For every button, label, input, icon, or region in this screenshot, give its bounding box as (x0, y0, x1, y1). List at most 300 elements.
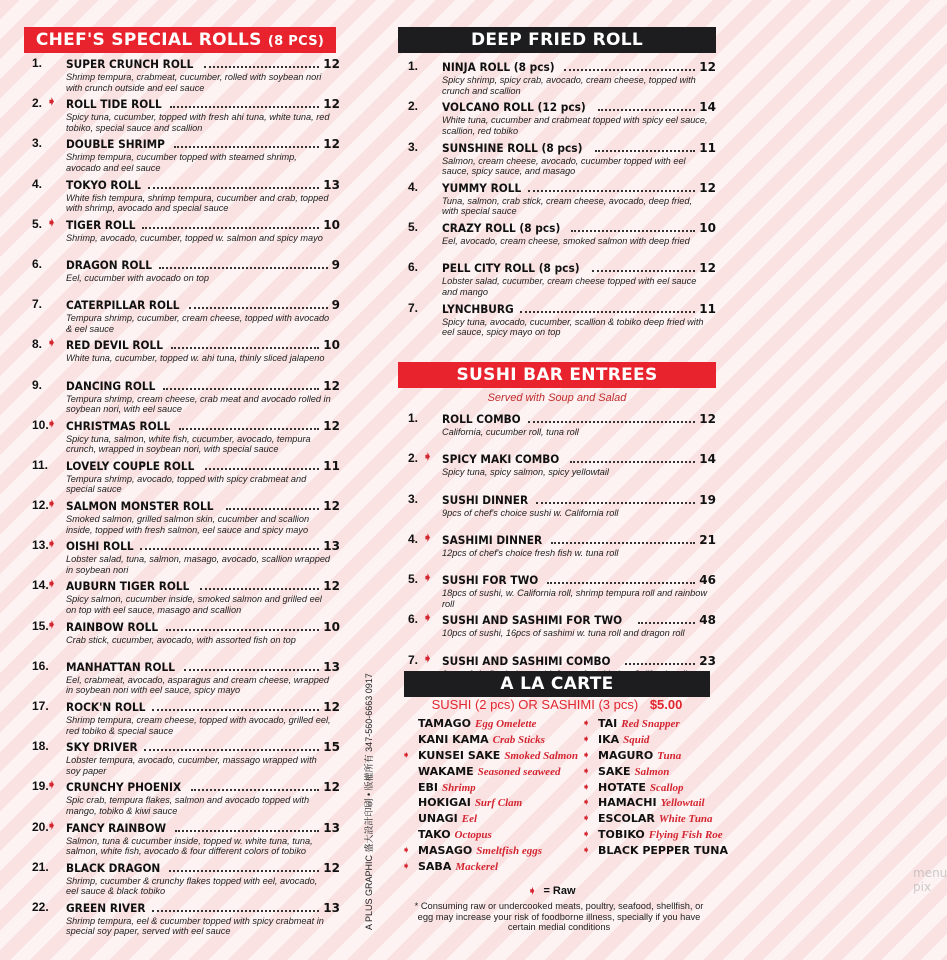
item-line (442, 492, 716, 507)
dot-leader (205, 468, 319, 470)
item-line (66, 136, 340, 151)
item-description: Shrimp tempura, eel & cucumber topped with spicy crabmeat in special soy paper, served with eel sauce (66, 915, 324, 937)
a-la-carte-item (418, 811, 578, 827)
item-price: 10 (323, 338, 340, 353)
a-la-carte-translation: Octopus (454, 829, 492, 842)
a-la-carte-name: TAMAGO (418, 717, 472, 730)
menu-item (22, 136, 340, 176)
item-price: 10 (323, 619, 340, 634)
item-description: Salmon, tuna & cucumber inside, topped w. white tuna, tuna, salmon, white fish, avocado & four different colors of tobiko (66, 835, 313, 857)
dot-leader (564, 69, 695, 71)
item-name: CATERPILLAR ROLL (66, 298, 180, 313)
item-line (442, 180, 716, 195)
item-number: 5. (32, 216, 43, 231)
item-description: Shrimp tempura, cucumber topped with steamed shrimp, avocado and eel sauce (66, 152, 297, 173)
item-price: 12 (323, 700, 340, 714)
item-price: 46 (699, 573, 716, 588)
item-description: 10pcs of sushi, 16pcs of sashimi w. tuna roll and dragon roll (442, 628, 685, 639)
deep-fried-list (398, 59, 716, 341)
menu-item (22, 820, 340, 860)
item-description: Shrimp tempura, cream cheese, topped with avocado, grilled eel, red tobiko & special sauce (66, 715, 331, 736)
item-price: 12 (323, 579, 340, 594)
a-la-carte-name: UNAGI (418, 812, 458, 826)
a-la-carte-item (582, 795, 728, 811)
item-price: 12 (323, 780, 340, 795)
a-la-carte-item (582, 811, 728, 827)
item-number: 2. (32, 96, 43, 111)
item-number: 1. (32, 56, 43, 70)
sushi-bar-header (398, 362, 716, 388)
dot-leader (189, 307, 327, 309)
menu-item (398, 612, 716, 652)
item-line (66, 860, 340, 875)
chefs-special-title: CHEF'S SPECIAL ROLLS (35, 30, 262, 50)
item-price: 21 (699, 532, 716, 547)
raw-legend-text: = Raw (543, 885, 576, 897)
item-line (442, 59, 716, 74)
a-la-carte-item (582, 716, 728, 732)
a-la-carte-item (402, 843, 578, 859)
a-la-carte-translation: Red Snapper (621, 718, 680, 730)
menu-item (22, 458, 340, 498)
item-line (66, 619, 340, 634)
item-line (66, 297, 340, 312)
dot-leader (625, 663, 695, 665)
item-number: 11. (32, 457, 49, 472)
item-name: ROLL TIDE ROLL (66, 97, 162, 112)
item-number: 4. (32, 176, 43, 191)
item-line (66, 337, 340, 352)
item-price: 13 (323, 820, 340, 835)
dot-leader (163, 388, 319, 390)
a-la-carte-subtitle (398, 697, 716, 712)
a-la-carte-name: MAGURO (598, 748, 654, 762)
item-number: 14. (32, 578, 49, 593)
menu-item (22, 739, 340, 779)
item-price: 12 (323, 137, 340, 152)
raw-marker-icon: ➧ (47, 96, 57, 109)
dot-leader (638, 622, 696, 624)
item-description: White tuna, cucumber and crabmeat topped with spicy eel sauce, scallion, red tobiko (442, 115, 708, 136)
item-number: 7. (408, 300, 419, 315)
raw-marker-icon: ➧ (47, 578, 57, 591)
a-la-carte-translation: Mackerel (455, 861, 499, 874)
a-la-carte-translation: Shrimp (442, 781, 476, 794)
item-line (66, 900, 340, 915)
item-description: Spicy tuna, cucumber, topped with fresh ahi tuna, white tuna, red tobiko, special sauce and scallion (66, 112, 330, 133)
raw-marker-icon: ➧ (47, 216, 57, 229)
menu-item (22, 257, 340, 297)
chefs-special-header (24, 27, 336, 53)
item-line (66, 578, 340, 593)
raw-marker-icon: ➧ (582, 845, 591, 857)
item-description: Tempura shrimp, cream cheese, crab meat and avocado rolled in soybean nori, with eel sauce (66, 393, 331, 414)
a-la-carte-translation: Squid (623, 733, 650, 746)
item-price: 12 (323, 499, 340, 514)
menu-item (398, 301, 716, 341)
item-line (442, 572, 716, 587)
raw-marker-icon: ➧ (423, 572, 433, 585)
item-price: 23 (699, 653, 716, 668)
menu-item (398, 492, 716, 532)
item-description: Spicy tuna, spicy salmon, spicy yellowtail (442, 467, 609, 478)
a-la-carte-translation: Smoked Salmon (504, 749, 578, 762)
item-description: Eel, avocado, cream cheese, smoked salmon with deep fried (442, 236, 690, 247)
item-name: SUSHI AND SASHIMI FOR TWO (442, 613, 623, 628)
item-name: MANHATTAN ROLL (66, 659, 176, 674)
dot-leader (571, 230, 696, 232)
item-price: 12 (699, 261, 716, 276)
item-number: 5. (408, 572, 419, 587)
deep-fried-title: DEEP FRIED ROLL (470, 30, 644, 50)
item-price: 13 (323, 900, 340, 915)
a-la-carte-translation: Flying Fish Roe (648, 829, 723, 842)
raw-marker-icon: ➧ (47, 618, 57, 631)
item-price: 12 (699, 180, 716, 195)
item-number: 4. (408, 179, 419, 194)
a-la-carte-translation: Scallop (649, 781, 684, 794)
a-la-carte-name: EBI (418, 780, 438, 794)
menu-item (22, 418, 340, 458)
item-description: Salmon, cream cheese, avocado, cucumber topped with eel sauce, spicy sauce, and masago (442, 155, 686, 177)
dot-leader (142, 227, 320, 229)
item-price: 14 (699, 100, 716, 115)
menu-item (22, 779, 340, 819)
raw-marker-icon: ➧ (47, 779, 57, 792)
item-price: 12 (323, 418, 340, 433)
a-la-carte-name: MASAGO (418, 844, 473, 858)
menu-item (398, 59, 716, 99)
dot-leader (152, 709, 319, 711)
deep-fried-header (398, 27, 716, 53)
item-description: Shrimp tempura, crabmeat, cucumber, rolled with soybean nori with crunch outside and eel sauce (66, 72, 322, 93)
raw-marker-icon: ➧ (402, 749, 411, 761)
a-la-carte-name: HAMACHI (598, 796, 657, 810)
a-la-carte-name: SAKE (598, 764, 631, 778)
menu-item (22, 900, 340, 940)
item-number: 2. (408, 451, 419, 466)
menu-item (398, 411, 716, 451)
item-description: Tempura shrimp, cucumber, cream cheese, topped with avocado & eel sauce (66, 313, 330, 334)
a-la-carte-item (582, 780, 728, 796)
item-description: Crab stick, cucumber, avocado, with assorted fish on top (66, 634, 296, 645)
a-la-carte-name: IKA (598, 732, 620, 746)
item-name: NINJA ROLL (8 pcs) (442, 60, 555, 74)
raw-marker-icon: ➧ (423, 612, 433, 625)
item-name: YUMMY ROLL (442, 180, 522, 195)
item-number: 4. (408, 531, 419, 546)
item-line (442, 451, 716, 466)
item-line (66, 378, 340, 393)
raw-marker-icon: ➧ (47, 417, 57, 430)
a-la-carte-item (402, 859, 578, 875)
dot-leader (140, 548, 320, 550)
menu-item (22, 498, 340, 538)
dot-leader (547, 582, 696, 584)
item-number: 21. (32, 859, 49, 874)
item-name: ROCK'N ROLL (66, 700, 146, 714)
a-la-carte-translation: Tuna (657, 749, 682, 762)
raw-marker-icon: ➧ (47, 819, 57, 832)
dot-leader (570, 461, 696, 463)
item-name: VOLCANO ROLL (12 pcs) (442, 100, 586, 115)
item-price: 12 (323, 378, 340, 393)
item-description: Spic crab, tempura flakes, salmon and avocado topped with mango, tobiko & kiwi sauce (66, 795, 310, 816)
item-line (66, 699, 340, 714)
item-number: 13. (32, 538, 49, 553)
item-number: 17. (32, 699, 49, 713)
raw-marker-icon: ➧ (582, 797, 591, 809)
a-la-carte-translation: Egg Omelette (475, 718, 537, 730)
item-description: Eel, cucumber with avocado on top (66, 272, 209, 283)
item-name: SASHIMI DINNER (442, 532, 543, 547)
a-la-carte-price: $5.00 (649, 697, 683, 712)
menu-item (398, 532, 716, 572)
item-line (66, 820, 340, 835)
item-description: Smoked salmon, grilled salmon skin, cucumber and scallion inside, topped with fresh salmon, eel sauce and spicy mayo (66, 514, 310, 535)
item-name: GREEN RIVER (66, 900, 146, 915)
raw-marker-icon: ➧ (582, 765, 591, 777)
dot-leader (169, 870, 320, 872)
item-name: LYNCHBURG (442, 301, 514, 316)
item-number: 19. (32, 779, 49, 794)
item-price: 9 (331, 257, 340, 272)
a-la-carte-item (582, 748, 728, 764)
dot-leader (166, 629, 319, 631)
item-name: SUNSHINE ROLL (8 pcs) (442, 140, 583, 155)
item-description: Shrimp, avocado, cucumber, topped w. salmon and spicy mayo (66, 232, 323, 243)
item-name: DOUBLE SHRIMP (66, 137, 165, 152)
menu-item (398, 572, 716, 612)
item-number: 5. (408, 220, 419, 235)
a-la-carte-right-list (582, 716, 729, 859)
dot-leader (226, 508, 319, 510)
item-description: Shrimp, cucumber & crunchy flakes topped with eel, avocado, eel sauce & black tobiko (66, 875, 318, 897)
a-la-carte-name: KUNSEI SAKE (418, 748, 501, 762)
item-description: California, cucumber roll, tuna roll (442, 427, 579, 437)
a-la-carte-item (418, 732, 578, 748)
menu-item (22, 538, 340, 578)
item-name: TOKYO ROLL (66, 177, 142, 192)
item-name: ROLL COMBO (442, 412, 521, 426)
item-number: 3. (408, 491, 419, 506)
item-description: Spicy shrimp, spicy crab, avocado, cream cheese, topped with crunch and scallion (442, 75, 696, 96)
a-la-carte-item (582, 732, 728, 748)
item-number: 15. (32, 618, 49, 633)
menu-item (22, 378, 340, 418)
sushi-bar-subtitle: Served with Soup and Salad (487, 392, 627, 404)
disclaimer: * Consuming raw or undercooked meats, poultry, seafood, shellfish, or egg may increase your risk of foodborne illness, specially if you have certain medial conditions (414, 901, 704, 932)
item-price: 48 (699, 613, 716, 628)
item-line (442, 653, 716, 668)
item-line (442, 99, 716, 114)
item-price: 9 (331, 298, 340, 313)
a-la-carte-item (582, 764, 728, 780)
item-name: SUPER CRUNCH ROLL (66, 57, 194, 71)
item-line (442, 411, 716, 426)
dot-leader (170, 106, 319, 108)
item-name: SUSHI FOR TWO (442, 573, 539, 588)
item-description: Tempura shrimp, avocado, topped with spicy crabmeat and special sauce (66, 473, 307, 495)
item-line (66, 739, 340, 754)
dot-leader (148, 187, 320, 189)
item-description: Spicy salmon, cucumber inside, smoked salmon and grilled eel on top with eel sauce, masago and scallion (66, 594, 322, 615)
item-line (66, 257, 340, 272)
item-price: 12 (699, 412, 716, 426)
item-description: 12pcs of chef's choice fresh fish w. tuna roll (442, 547, 619, 558)
a-la-carte-name: TAKO (418, 828, 451, 842)
item-name: SUSHI DINNER (442, 492, 529, 507)
sushi-bar-title: SUSHI BAR ENTREES (456, 365, 658, 385)
a-la-carte-item (418, 716, 578, 732)
item-number: 3. (408, 139, 419, 154)
item-line (442, 612, 716, 627)
item-number: 22. (32, 899, 49, 914)
item-name: CRAZY ROLL (8 pcs) (442, 221, 561, 236)
item-description: Lobster salad, tuna, salmon, masago, avocado, scallion wrapped in soybean nori (66, 554, 331, 575)
a-la-carte-item (418, 827, 578, 843)
item-name: OISHI ROLL (66, 539, 134, 554)
a-la-carte-name: BLACK PEPPER TUNA (598, 844, 729, 858)
item-price: 12 (323, 57, 340, 71)
a-la-carte-name: HOTATE (598, 780, 646, 794)
menu-item (398, 180, 716, 220)
menu-item (22, 578, 340, 618)
dot-leader (598, 109, 695, 111)
dot-leader (528, 421, 696, 423)
menu-item (22, 659, 340, 699)
item-name: DRAGON ROLL (66, 257, 152, 272)
dot-leader (204, 66, 319, 68)
menu-item (398, 220, 716, 260)
dot-leader (551, 542, 695, 544)
a-la-carte-name: TOBIKO (598, 828, 645, 842)
a-la-carte-name: HOKIGAI (418, 796, 471, 810)
raw-marker-icon: ➧ (582, 781, 591, 793)
item-price: 15 (323, 740, 340, 755)
raw-marker-icon: ➧ (423, 451, 433, 464)
item-price: 14 (699, 452, 716, 467)
raw-marker-icon: ➧ (423, 531, 433, 544)
item-number: 10. (32, 417, 49, 432)
raw-marker-icon: ➧ (47, 538, 57, 551)
item-price: 13 (323, 539, 340, 554)
item-number: 7. (32, 297, 43, 312)
item-name: BLACK DRAGON (66, 860, 161, 875)
watermark: menu pix (913, 866, 947, 894)
a-la-carte-name: KANI KAMA (418, 732, 489, 746)
raw-marker-icon: ➧ (582, 829, 591, 841)
item-number: 16. (32, 658, 49, 673)
raw-marker-icon: ➧ (528, 886, 537, 897)
a-la-carte-header (404, 671, 710, 697)
item-line (66, 177, 340, 192)
item-line (66, 779, 340, 794)
a-la-carte-title: A LA CARTE (500, 674, 614, 694)
raw-marker-icon: ➧ (582, 813, 591, 825)
item-number: 6. (32, 256, 43, 271)
item-line (66, 498, 340, 513)
menu-item (22, 619, 340, 659)
raw-marker-icon: ➧ (402, 861, 411, 873)
item-description: 9pcs of chef's choice sushi w. California roll (442, 507, 619, 518)
dot-leader (536, 502, 696, 504)
item-number: 12. (32, 498, 49, 513)
item-description: Spicy tuna, avocado, cucumber, scallion & tobiko deep fried with eel sauce, spicy mayo on top (442, 316, 704, 338)
item-name: DANCING ROLL (66, 378, 156, 393)
raw-marker-icon: ➧ (402, 845, 411, 857)
a-la-carte-translation: Surf Clam (474, 797, 523, 810)
item-line (442, 220, 716, 235)
item-name: SALMON MONSTER ROLL (66, 499, 214, 514)
a-la-carte-item (418, 780, 578, 796)
item-name: SKY DRIVER (66, 740, 138, 755)
a-la-carte-translation: Smeltfish eggs (476, 845, 542, 858)
menu-item (398, 260, 716, 300)
item-number: 7. (408, 652, 419, 667)
item-number: 6. (408, 612, 419, 627)
dot-leader (528, 190, 695, 192)
chefs-special-list (22, 56, 340, 940)
raw-legend (528, 885, 576, 897)
a-la-carte-subtitle-text: SUSHI (2 pcs) OR SASHIMI (3 pcs) (431, 697, 639, 712)
item-description: White fish tempura, shrimp tempura, cucumber and crab, topped with shrimp, avocado and special sauce (66, 192, 329, 214)
dot-leader (184, 669, 319, 671)
item-price: 19 (699, 492, 716, 507)
item-price: 12 (323, 860, 340, 875)
dot-leader (592, 270, 696, 272)
menu-item (22, 217, 340, 257)
item-line (66, 56, 340, 71)
item-number: 6. (408, 260, 419, 275)
printer-credit: A PLUS GRAPHIC 盛大設計印刷 • 版權所有 347-560-6663 0917 (364, 673, 374, 930)
item-name: TIGER ROLL (66, 217, 136, 232)
item-price: 11 (699, 301, 716, 316)
raw-marker-icon: ➧ (582, 749, 591, 761)
a-la-carte-translation: White Tuna (658, 813, 713, 826)
item-number: 1. (408, 59, 419, 73)
item-price: 12 (699, 60, 716, 74)
a-la-carte-translation: Eel (461, 813, 478, 826)
dot-leader (152, 910, 319, 912)
item-description: Eel, crabmeat, avocado, asparagus and cream cheese, wrapped in soybean nori with eel sauce, spicy mayo (66, 674, 330, 696)
menu-item (398, 451, 716, 491)
item-description: Lobster salad, cucumber, cream cheese topped with eel sauce and mango (442, 276, 697, 297)
item-name: SUSHI AND SASHIMI COMBO (442, 653, 611, 668)
item-line (442, 532, 716, 547)
item-name: CRUNCHY PHOENIX (66, 780, 182, 795)
chefs-special-title-suffix: (8 PCS) (267, 34, 325, 49)
item-price: 10 (323, 217, 340, 232)
dot-leader (595, 150, 696, 152)
item-line (66, 418, 340, 433)
item-number: 1. (408, 411, 419, 425)
a-la-carte-item (402, 748, 578, 764)
menu-item (22, 337, 340, 377)
item-name: AUBURN TIGER ROLL (66, 579, 190, 594)
item-name: CHRISTMAS ROLL (66, 418, 171, 433)
item-number: 18. (32, 739, 49, 754)
raw-marker-icon: ➧ (423, 652, 433, 665)
dot-leader (179, 428, 319, 430)
item-name: PELL CITY ROLL (8 pcs) (442, 261, 580, 276)
dot-leader (200, 588, 319, 590)
a-la-carte-left-list (402, 716, 578, 875)
item-price: 13 (323, 177, 340, 192)
item-description: Lobster tempura, avocado, cucumber, massago wrapped with soy paper (66, 755, 317, 776)
dot-leader (191, 789, 319, 791)
raw-marker-icon: ➧ (47, 498, 57, 511)
